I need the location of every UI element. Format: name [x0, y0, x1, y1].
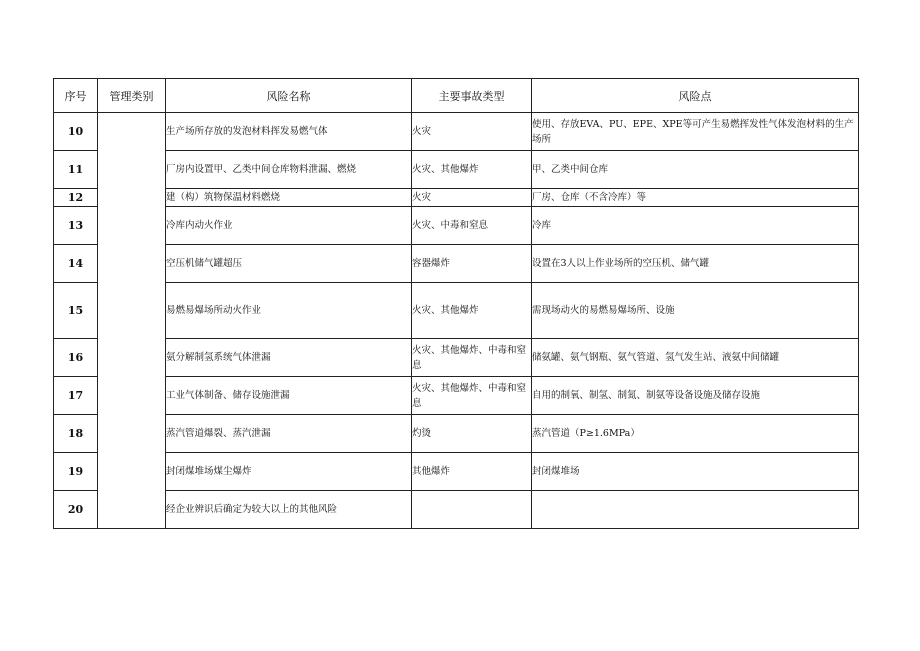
row-risk-point: 冷库 [532, 207, 859, 245]
row-seq: 12 [54, 189, 98, 207]
row-risk-name: 空压机储气罐超压 [166, 245, 412, 283]
header-row [54, 79, 859, 113]
row-seq: 16 [54, 339, 98, 377]
row-accident-type [412, 491, 532, 529]
row-risk-point: 甲、乙类中间仓库 [532, 151, 859, 189]
row-risk-point: 自用的制氧、制氢、制氮、制氨等设备设施及储存设施 [532, 377, 859, 415]
row-risk-name: 氨分解制氢系统气体泄漏 [166, 339, 412, 377]
category-cell [98, 113, 166, 529]
row-accident-type: 火灾、中毒和窒息 [412, 207, 532, 245]
table-row [54, 491, 859, 529]
row-risk-point: 需现场动火的易燃易爆场所、设施 [532, 283, 859, 339]
row-seq: 14 [54, 245, 98, 283]
row-seq: 15 [54, 283, 98, 339]
row-accident-type: 火灾、其他爆炸 [412, 151, 532, 189]
header-seq: 序号 [54, 79, 98, 113]
header-category: 管理类别 [98, 79, 166, 113]
row-risk-name: 经企业辨识后确定为较大以上的其他风险 [166, 491, 412, 529]
row-risk-name: 建（构）筑物保温材料燃烧 [166, 189, 412, 207]
row-risk-point: 设置在3人以上作业场所的空压机、储气罐 [532, 245, 859, 283]
header-risk-name: 风险名称 [166, 79, 412, 113]
table-row [54, 207, 859, 245]
row-risk-name: 生产场所存放的发泡材料挥发易燃气体 [166, 113, 412, 151]
row-risk-point: 储氨罐、氨气钢瓶、氨气管道、氢气发生站、液氨中间储罐 [532, 339, 859, 377]
row-risk-name: 工业气体制备、储存设施泄漏 [166, 377, 412, 415]
header-risk-point: 风险点 [532, 79, 859, 113]
row-risk-name: 厂房内设置甲、乙类中间仓库物料泄漏、燃烧 [166, 151, 412, 189]
row-accident-type: 其他爆炸 [412, 453, 532, 491]
row-accident-type: 火灾、其他爆炸、中毒和窒息 [412, 339, 532, 377]
row-seq: 18 [54, 415, 98, 453]
row-accident-type: 灼烫 [412, 415, 532, 453]
row-risk-name: 易燃易爆场所动火作业 [166, 283, 412, 339]
table-row [54, 113, 859, 151]
table-row [54, 151, 859, 189]
row-risk-point: 厂房、仓库（不含冷库）等 [532, 189, 859, 207]
row-seq: 11 [54, 151, 98, 189]
table-row [54, 245, 859, 283]
row-seq: 19 [54, 453, 98, 491]
row-seq: 10 [54, 113, 98, 151]
row-accident-type: 火灾、其他爆炸 [412, 283, 532, 339]
table-row [54, 189, 859, 207]
row-risk-point [532, 491, 859, 529]
table-row [54, 377, 859, 415]
row-accident-type: 火灾 [412, 113, 532, 151]
row-risk-point: 蒸汽管道（P≥1.6MPa） [532, 415, 859, 453]
row-seq: 13 [54, 207, 98, 245]
row-accident-type: 容器爆炸 [412, 245, 532, 283]
table-row [54, 415, 859, 453]
row-risk-name: 封闭煤堆场煤尘爆炸 [166, 453, 412, 491]
row-seq: 20 [54, 491, 98, 529]
row-risk-name: 冷库内动火作业 [166, 207, 412, 245]
row-risk-name: 蒸汽管道爆裂、蒸汽泄漏 [166, 415, 412, 453]
header-accident-type: 主要事故类型 [412, 79, 532, 113]
risk-table [53, 78, 859, 529]
table-row [54, 453, 859, 491]
row-accident-type: 火灾 [412, 189, 532, 207]
row-seq: 17 [54, 377, 98, 415]
table-row [54, 283, 859, 339]
table-row [54, 339, 859, 377]
row-accident-type: 火灾、其他爆炸、中毒和窒息 [412, 377, 532, 415]
row-risk-point: 封闭煤堆场 [532, 453, 859, 491]
row-risk-point: 使用、存放EVA、PU、EPE、XPE等可产生易燃挥发性气体发泡材料的生产场所 [532, 113, 859, 151]
